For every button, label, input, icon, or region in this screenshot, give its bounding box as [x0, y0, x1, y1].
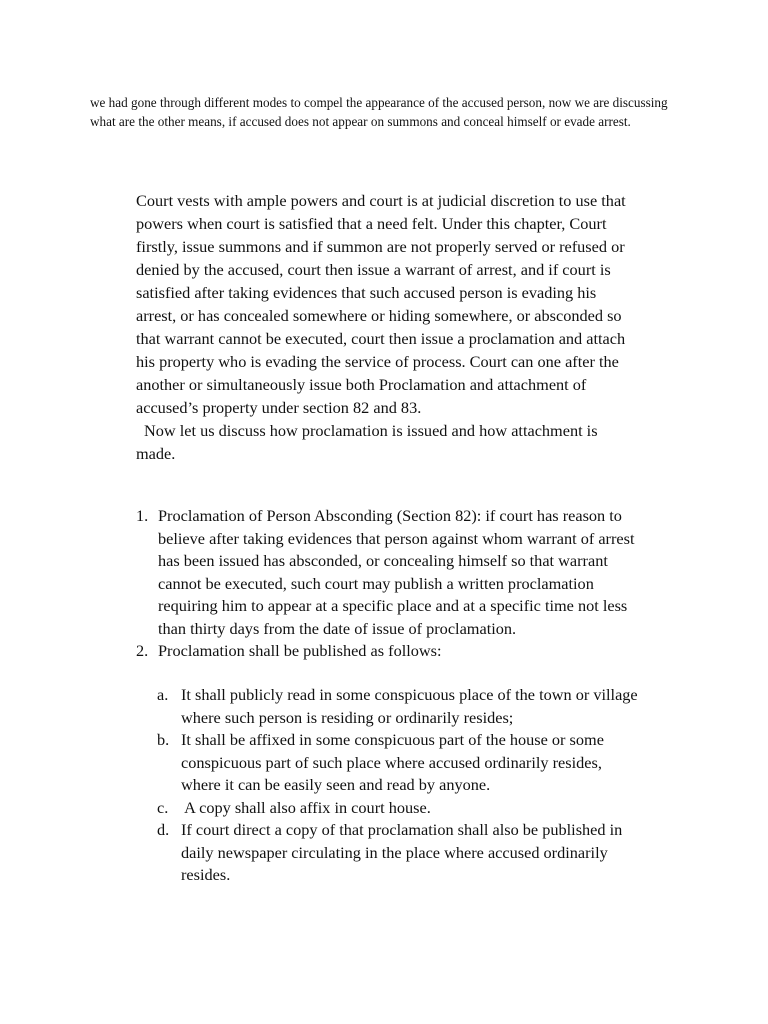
paragraph-line: his property who is evading the service of process. Court can one after the [136, 352, 619, 371]
list-marker: 2. [136, 641, 149, 660]
paragraph-line: another or simultaneously issue both Proclamation and attachment of [136, 375, 587, 394]
list-marker: b. [157, 730, 170, 749]
list-item-text [158, 505, 635, 640]
list-line: requiring him to appear at a specific place and at a specific time not less [158, 596, 628, 615]
list-line: believe after taking evidences that person against whom warrant of arrest [158, 528, 635, 548]
list-item [157, 729, 697, 797]
list-line: where it can be easily seen and read by anyone. [181, 775, 491, 794]
list-line: than thirty days from the date of issue of proclamation. [158, 618, 517, 638]
paragraph-line: satisfied after taking evidences that such accused person is evading his [136, 283, 597, 302]
intro-line: are discussing what are the other means, if accused does not appear on summons and conceal [90, 95, 668, 129]
lettered-list [157, 684, 697, 887]
paragraph-line: denied by the accused, court then issue a warrant of arrest, and if court is [136, 260, 611, 279]
list-item-text [181, 729, 604, 797]
list-item [136, 505, 696, 640]
list-line: conspicuous part of such place where accused ordinarily resides, [181, 752, 602, 772]
paragraph-line: powers when court is satisfied that a need felt. Under this chapter, Court [136, 214, 607, 233]
list-item-text [181, 819, 622, 887]
paragraph-line: Court vests with ample powers and court is at judicial discretion to use that [136, 191, 626, 210]
list-line: has been issued has absconded, or concealing himself so that warrant [158, 551, 608, 570]
intro-line: himself or evade arrest. [507, 114, 631, 129]
intro-paragraph [90, 93, 690, 131]
paragraph-line: Now let us discuss how proclamation is issued and how attachment is [144, 421, 598, 440]
paragraph-line: accused’s property under section 82 and 83. [136, 398, 422, 417]
list-line: cannot be executed, such court may publish a written proclamation [158, 573, 594, 593]
list-marker: a. [157, 685, 169, 704]
paragraph-line: arrest, or has concealed somewhere or hiding somewhere, or absconded so [136, 306, 622, 325]
list-line: Proclamation shall be published as follows: [158, 641, 442, 660]
list-line: resides. [181, 865, 231, 884]
list-line: A copy shall also affix in court house. [181, 797, 431, 817]
list-item [157, 684, 697, 729]
list-marker: d. [157, 820, 170, 839]
list-item [157, 797, 697, 820]
list-line: If court direct a copy of that proclamation shall also be published in [181, 820, 623, 839]
list-line: It shall publicly read in some conspicuous place of the town or village [181, 685, 638, 704]
list-line: where such person is residing or ordinarily resides; [181, 707, 514, 727]
intro-line: we had gone through different modes to compel the appearance of the accused person, now we [90, 95, 590, 110]
list-marker: c. [157, 797, 169, 817]
list-line: Proclamation of Person Absconding (Section 82): if court has reason to [158, 506, 622, 525]
list-item-text [181, 797, 431, 820]
list-item-text [158, 640, 442, 663]
paragraph-line: that warrant cannot be executed, court then issue a proclamation and attach [136, 329, 626, 348]
paragraph-line: firstly, issue summons and if summon are not properly served or refused or [136, 237, 625, 256]
list-line: It shall be affixed in some conspicuous part of the house or some [181, 730, 604, 749]
main-paragraph [136, 189, 696, 465]
paragraph-line: made. [136, 444, 176, 463]
numbered-list [136, 505, 696, 663]
list-item [157, 819, 697, 887]
list-item [136, 640, 696, 663]
list-line: daily newspaper circulating in the place where accused ordinarily [181, 842, 608, 862]
list-item-text [181, 684, 638, 729]
list-marker: 1. [136, 506, 149, 525]
